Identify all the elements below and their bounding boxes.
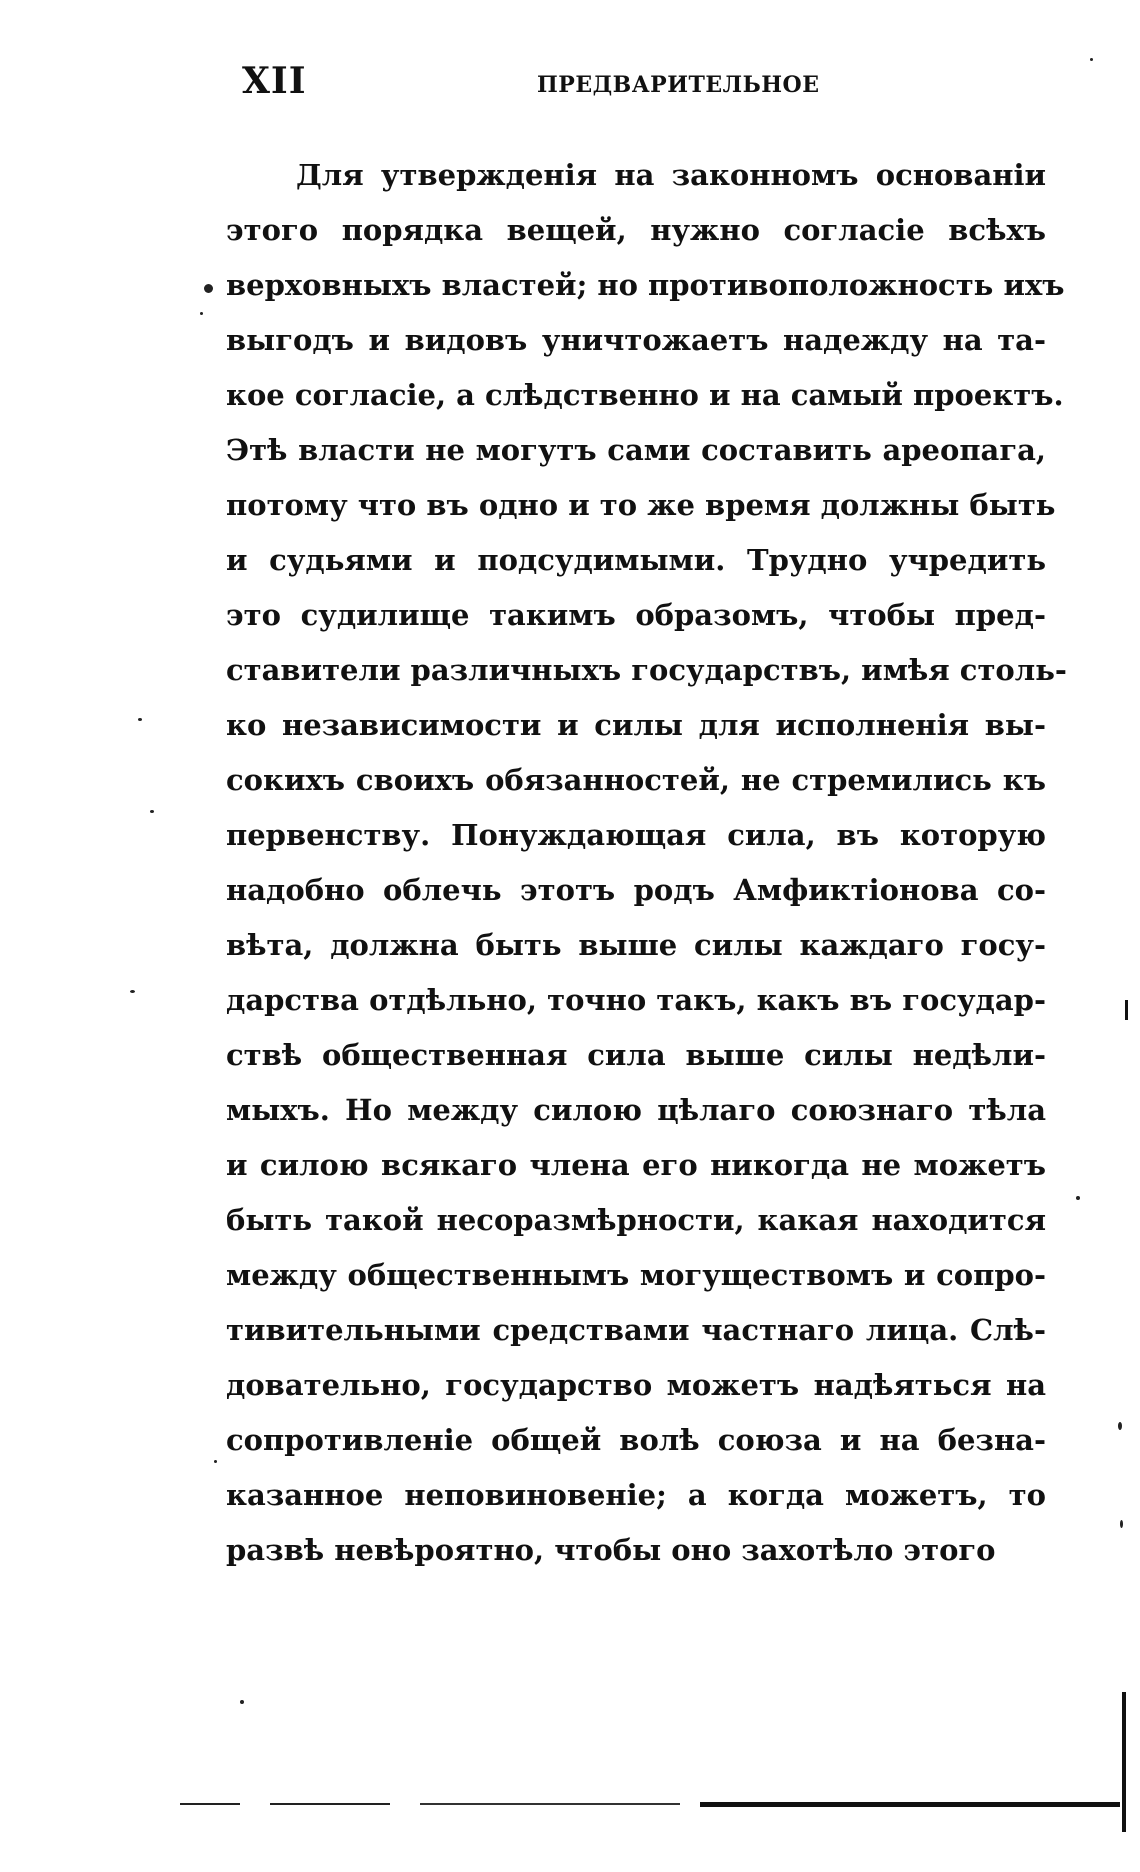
scan-speck (240, 1700, 244, 1704)
text-line: казанное неповиновеніе; а когда можетъ, то (226, 1478, 1046, 1512)
bottom-scan-rule (180, 1800, 1120, 1808)
text-line: ставители различныхъ государствъ, имѣя столь- (226, 653, 1067, 687)
text-line: ствѣ общественная сила выше силы недѣли- (226, 1038, 1046, 1072)
scan-speck (1120, 1520, 1123, 1528)
scan-speck (130, 990, 135, 993)
text-line: надобно облечь этотъ родъ Амфиктіонова со- (226, 873, 1046, 907)
text-line: выгодъ и видовъ уничтожаетъ надежду на та- (226, 323, 1046, 357)
text-line: и силою всякаго члена его никогда не можетъ (226, 1148, 1046, 1182)
text-line: кое согласіе, а слѣдственно и на самый проектъ. (226, 378, 1064, 412)
text-line: потому что въ одно и то же время должны быть (226, 488, 1056, 522)
text-line: первенству. Понуждающая сила, въ которую (226, 818, 1046, 852)
text-line: этого порядка вещей, нужно согласіе всѣхъ (226, 213, 1046, 247)
scan-speck (214, 1460, 217, 1463)
scan-speck (1118, 1422, 1122, 1430)
rule-stroke (270, 1803, 390, 1805)
text-line: Этѣ власти не могутъ сами составить ареопага, (226, 433, 1046, 467)
scan-speck (138, 718, 142, 721)
text-line: сокихъ своихъ обязанностей, не стремились къ (226, 763, 1046, 797)
text-line: между общественнымъ могуществомъ и сопро- (226, 1258, 1046, 1292)
text-line: тивительными средствами частнаго лица. Слѣ- (226, 1313, 1046, 1347)
page-header (242, 60, 1048, 110)
scan-speck (204, 284, 213, 293)
scan-speck (150, 810, 154, 813)
scan-speck (1090, 58, 1093, 61)
scan-speck (200, 312, 203, 315)
rule-stroke (700, 1802, 1120, 1807)
text-line: довательно, государство можетъ надѣяться на (226, 1368, 1046, 1402)
text-line: и судьями и подсудимыми. Трудно учредить (226, 543, 1046, 577)
text-line: это судилище такимъ образомъ, чтобы пред- (226, 598, 1046, 632)
page-edge-shadow (1125, 1000, 1128, 1020)
rule-stroke (180, 1803, 240, 1805)
text-line: ко независимости и силы для исполненія вы- (226, 708, 1046, 742)
text-line: развѣ невѣроятно, чтобы оно захотѣло этого (226, 1533, 996, 1567)
text-line: дарства отдѣльно, точно такъ, какъ въ государ- (226, 983, 1046, 1017)
text-line: мыхъ. Но между силою цѣлаго союзнаго тѣла (226, 1093, 1046, 1127)
rule-stroke (420, 1803, 680, 1805)
text-line: вѣта, должна быть выше силы каждаго госу- (226, 928, 1046, 962)
text-line: Для утвержденія на законномъ основаніи (296, 158, 1046, 192)
scan-speck (1076, 1196, 1080, 1200)
page-number: XII (242, 60, 307, 102)
text-line: сопротивленіе общей волѣ союза и на безна- (226, 1423, 1046, 1457)
text-line: быть такой несоразмѣрности, какая находится (226, 1203, 1046, 1237)
text-line: верховныхъ властей; но противоположность ихъ (226, 268, 1065, 302)
running-head: ПРЕДВАРИТЕЛЬНОЕ (537, 72, 820, 98)
page-edge-shadow (1122, 1692, 1126, 1832)
body-text (226, 148, 1067, 1578)
